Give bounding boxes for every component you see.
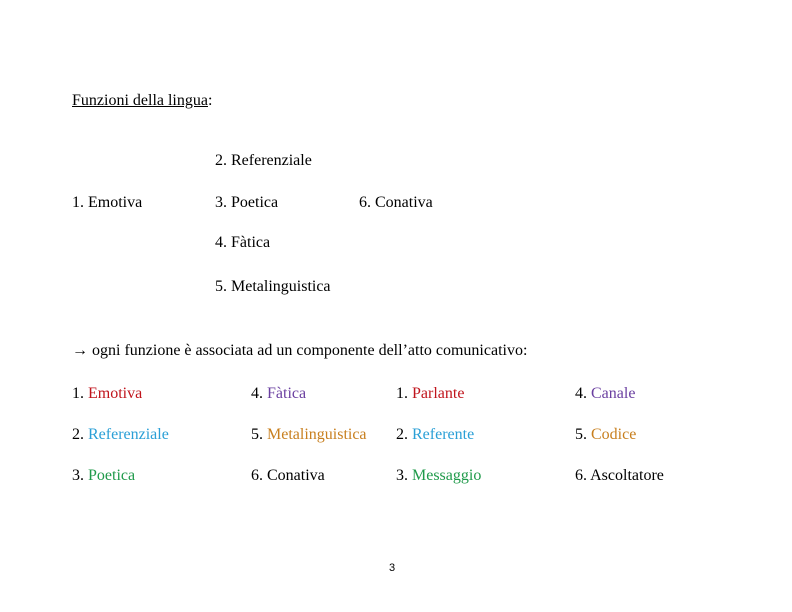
- item-number: 6.: [575, 467, 591, 484]
- item-number: 4.: [575, 385, 591, 402]
- item-label: Conativa: [267, 467, 325, 484]
- item-label: Referente: [412, 426, 475, 443]
- component-item: [396, 426, 474, 444]
- item-label: Emotiva: [88, 385, 143, 402]
- item-number: 3.: [72, 467, 88, 484]
- function-item: [72, 426, 169, 444]
- diagram-poetica: 3. Poetica: [215, 194, 279, 211]
- component-item: [575, 385, 635, 403]
- item-number: 2.: [396, 426, 412, 443]
- item-number: 4.: [251, 385, 267, 402]
- page-number: 3: [389, 562, 396, 574]
- item-label: Ascoltatore: [590, 467, 664, 484]
- component-item: [396, 467, 481, 485]
- page-title: [72, 92, 212, 110]
- item-label: Messaggio: [412, 467, 482, 484]
- diagram-fatica: 4. Fàtica: [215, 234, 271, 251]
- diagram-conativa: 6. Conativa: [359, 194, 433, 211]
- function-item: [72, 467, 135, 485]
- item-number: 5.: [251, 426, 267, 443]
- item-label: Poetica: [88, 467, 136, 484]
- title-colon: :: [207, 92, 213, 109]
- diagram-metalinguistica: 5. Metalinguistica: [215, 278, 331, 295]
- item-number: 5.: [575, 426, 591, 443]
- function-item: [251, 385, 306, 403]
- component-item: [575, 467, 664, 485]
- item-number: 2.: [72, 426, 88, 443]
- component-item: [396, 385, 464, 403]
- item-number: 1.: [396, 385, 412, 402]
- item-label: Parlante: [412, 385, 465, 402]
- function-item: [72, 385, 142, 403]
- function-item: [251, 426, 367, 444]
- item-number: 1.: [72, 385, 88, 402]
- diagram-emotiva: 1. Emotiva: [72, 194, 143, 211]
- item-label: Canale: [591, 385, 636, 402]
- diagram-referenziale: 2. Referenziale: [215, 152, 312, 169]
- title-text: Funzioni della lingua: [72, 92, 208, 109]
- item-label: Codice: [591, 426, 637, 443]
- association-note: → ogni funzione è associata ad un componente dell’atto comunicativo:: [72, 342, 528, 359]
- item-label: Referenziale: [88, 426, 169, 443]
- item-label: Fàtica: [267, 385, 307, 402]
- item-number: 6.: [251, 467, 267, 484]
- item-label: Metalinguistica: [267, 426, 367, 443]
- item-number: 3.: [396, 467, 412, 484]
- function-item: [251, 467, 325, 485]
- component-item: [575, 426, 636, 444]
